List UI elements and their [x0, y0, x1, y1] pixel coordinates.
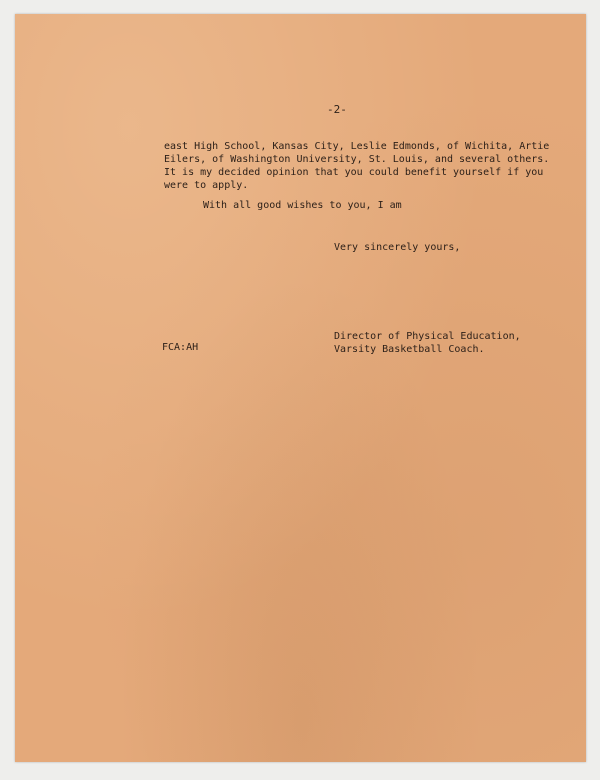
- signature-title-line: Director of Physical Education,: [334, 331, 521, 342]
- body-text-line: east High School, Kansas City, Leslie Edmonds, of Wichita, Artie: [164, 141, 550, 152]
- typist-initials: FCA:AH: [162, 342, 199, 353]
- complimentary-close: Very sincerely yours,: [334, 242, 461, 253]
- signature-title-line: Varsity Basketball Coach.: [334, 344, 485, 355]
- body-text-line: were to apply.: [164, 180, 249, 191]
- letter-page: [15, 14, 586, 762]
- page-number: -2-: [327, 103, 347, 116]
- body-text-line: Eilers, of Washington University, St. Louis, and several others.: [164, 154, 550, 165]
- closing-line: With all good wishes to you, I am: [203, 200, 402, 211]
- body-text-line: It is my decided opinion that you could benefit yourself if you: [164, 167, 544, 178]
